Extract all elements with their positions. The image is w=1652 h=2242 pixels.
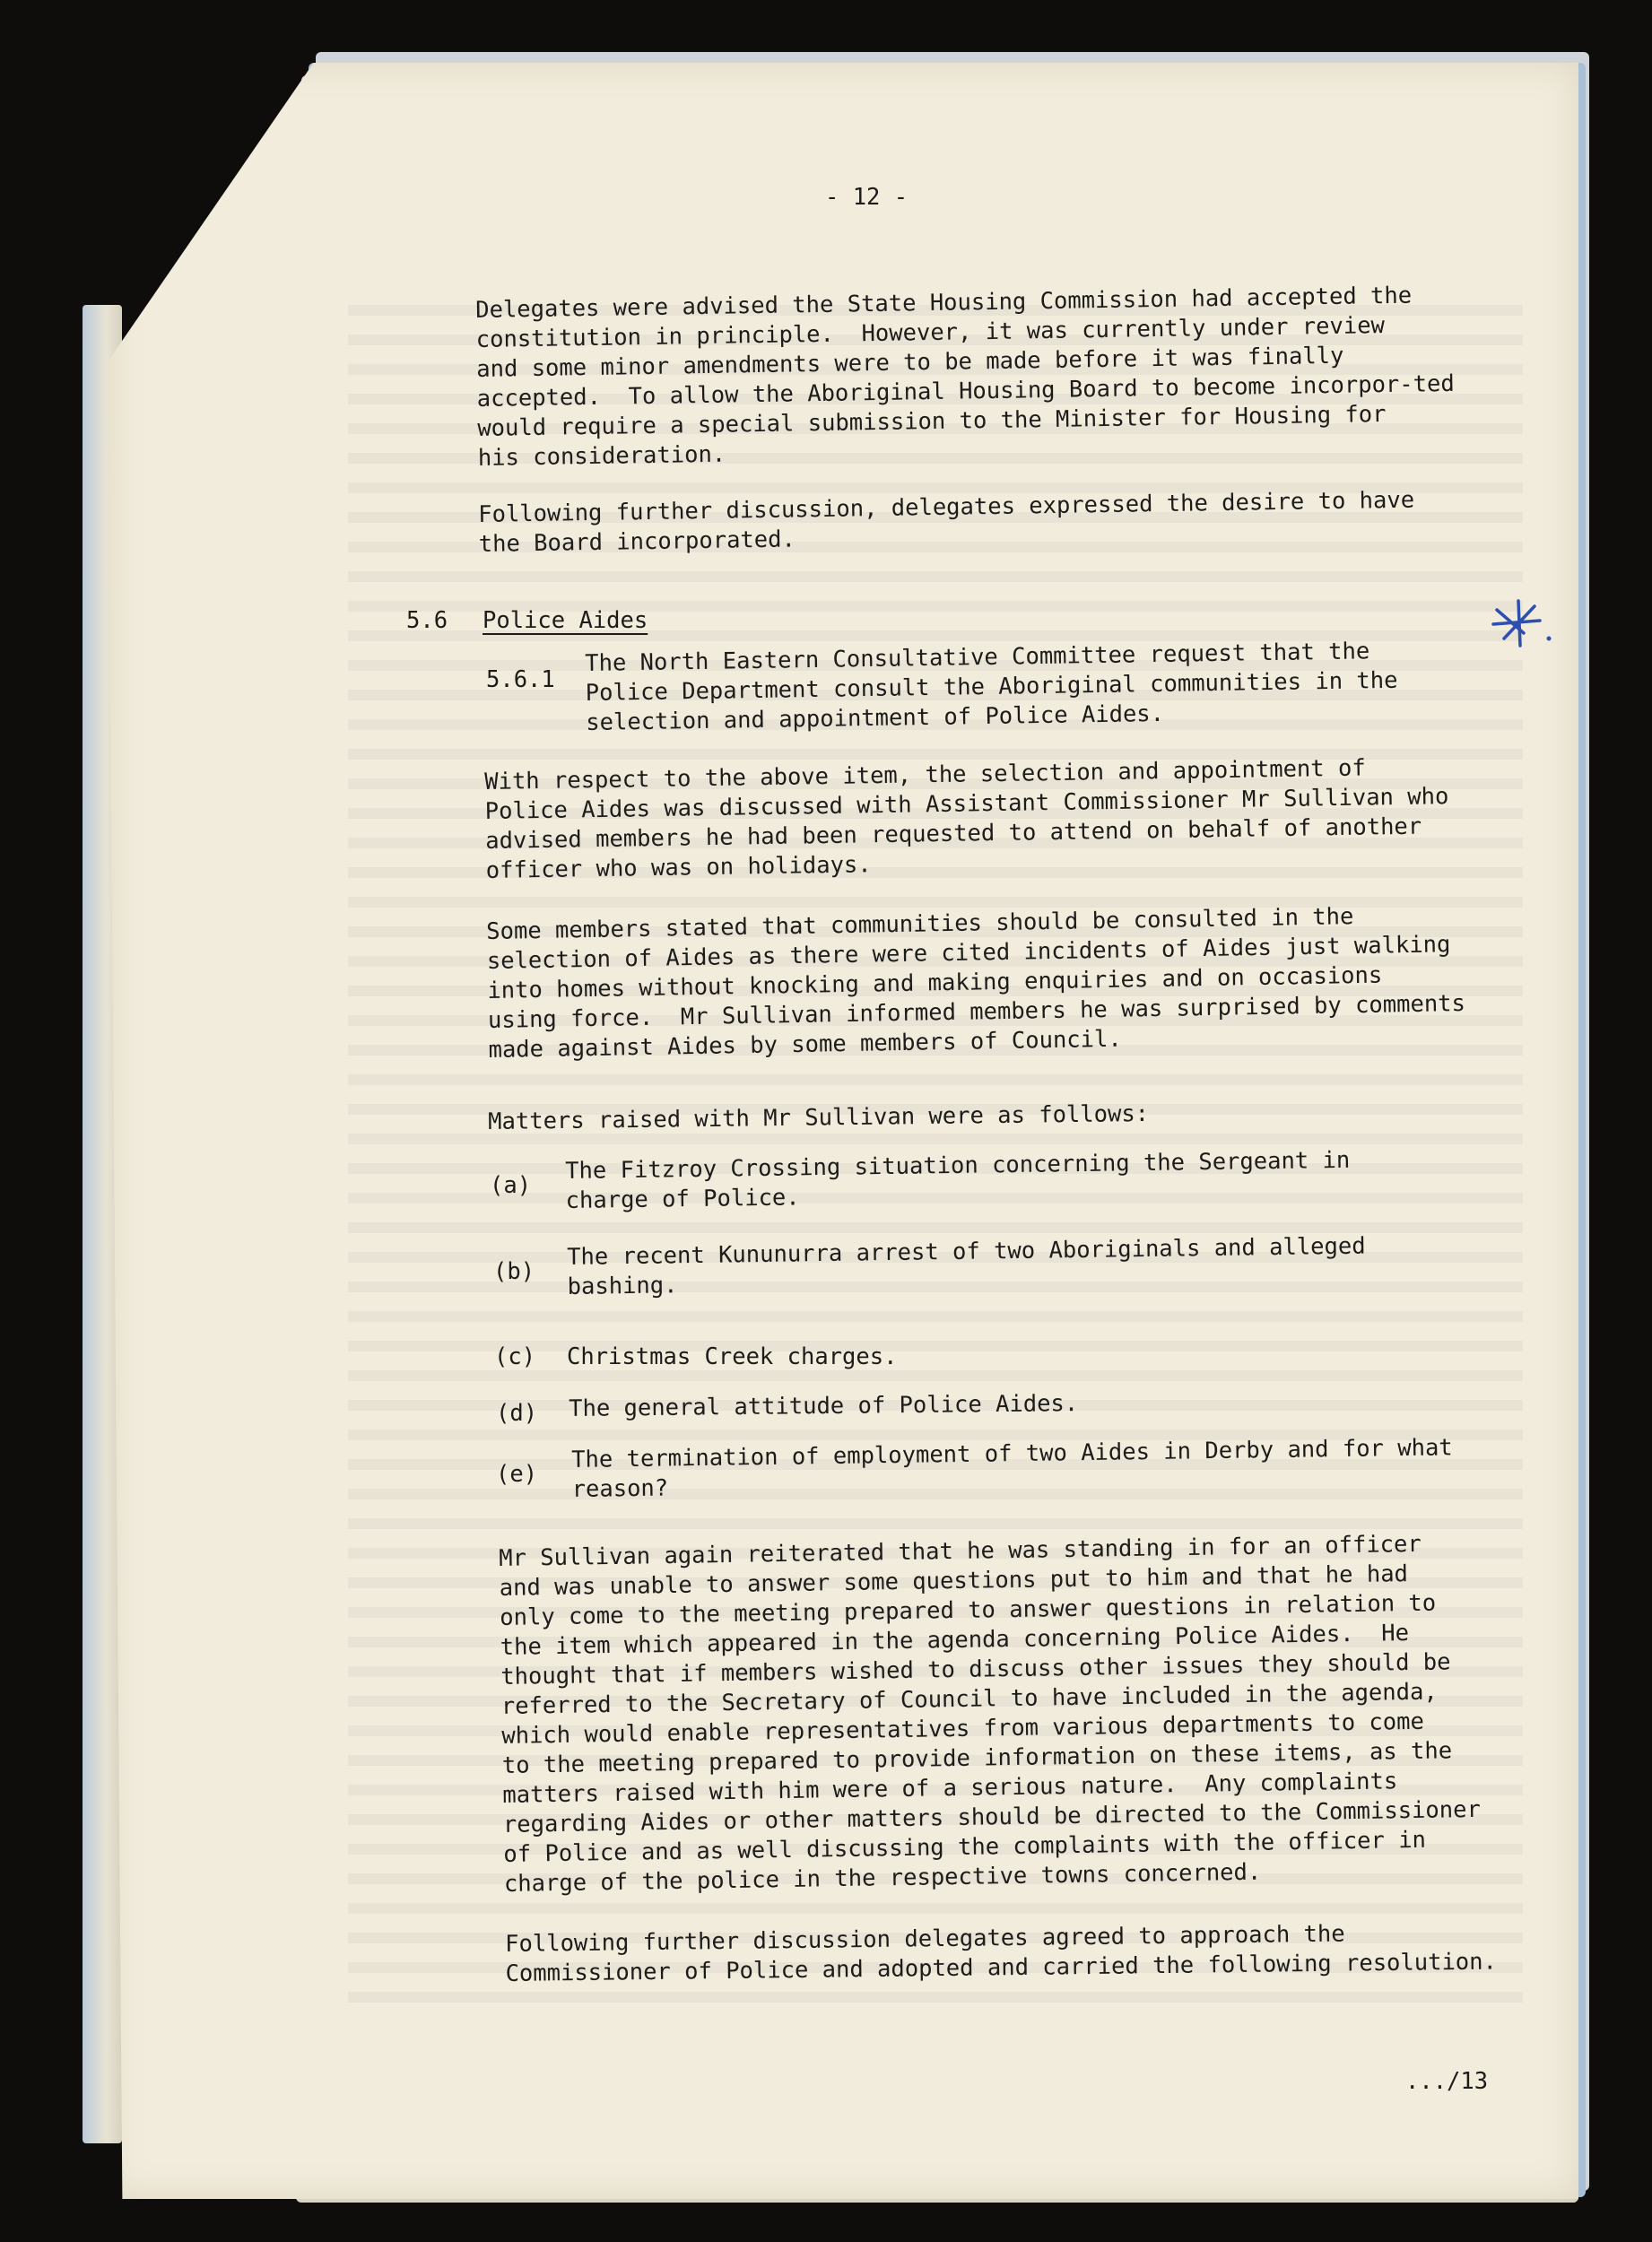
list-item-text: The general attitude of Police Aides. bbox=[569, 1390, 1079, 1422]
page-number: - 12 - bbox=[825, 184, 909, 211]
list-item-text: The recent Kununurra arrest of two Aboriginals and alleged bashing. bbox=[567, 1232, 1366, 1300]
subsection-text: The North Eastern Consultative Committee request that the Police Department consult the Aboriginal communities in the selection and appointment of Police Aides. bbox=[585, 638, 1398, 736]
list-item-text: Christmas Creek charges. bbox=[567, 1343, 898, 1370]
section-number: 5.6 bbox=[406, 607, 448, 634]
paragraph-members-stated: Some members stated that communities should be consulted in the selection of Aides as there were cited incidents of Aides just walking into homes without knocking and making enquiries and on occasions using force. Mr Sullivan informed members he was surprised by comments made against Aides by some members of Council. bbox=[486, 903, 1466, 1064]
list-item-label: (a) bbox=[490, 1172, 532, 1199]
paragraph-selection-discussed: With respect to the above item, the selection and appointment of Police Aides was discussed with Assistant Commissioner Mr Sullivan who advised members he had been requested to attend on behalf of another officer who was on holidays. bbox=[484, 754, 1449, 884]
list-item-label: (b) bbox=[493, 1258, 535, 1285]
subsection-number: 5.6.1 bbox=[486, 666, 555, 693]
paragraph-matters-raised: Matters raised with Mr Sullivan were as follows: bbox=[488, 1099, 1150, 1135]
continuation-marker: .../13 bbox=[1405, 2068, 1489, 2095]
list-item-label: (e) bbox=[496, 1461, 538, 1488]
paragraph-sullivan-reiterated: Mr Sullivan again reiterated that he was standing in for an officer and was unable to answer some questions put to him and that he had only come to the meeting prepared to answer questions in relation to the item which appeared in the agenda concerning Police Aides. He thought that if members wished to discuss other issues they should be referred to the Secretary of Council to have included in the agenda, which would enable representatives from various departments to come to the meeting prepared to provide information on these items, as the matters raised with him were of a serious nature. Any complaints regarding Aides or other matters should be directed to the Commissioner of Police and as well discussing the complaints with the officer in charge of the police in the respective towns concerned. bbox=[499, 1530, 1482, 1898]
paragraph-board-incorporated: Following further discussion, delegates expressed the desire to have the Board incorporated. bbox=[478, 486, 1415, 558]
list-item-label: (c) bbox=[494, 1343, 536, 1370]
list-item-text: The Fitzroy Crossing situation concerning the Sergeant in charge of Police. bbox=[565, 1146, 1351, 1214]
paragraph-resolution-intro: Following further discussion delegates agreed to approach the Commissioner of Police and adopted and carried the following resolution. bbox=[505, 1920, 1498, 1987]
list-item-text: The termination of employment of two Aides in Derby and for what reason? bbox=[571, 1434, 1453, 1503]
paragraph-housing-commission: Delegates were advised the State Housing Commission had accepted the constitution in principle. However, it was currently under review and some minor amendments were to be made before it was finally accepted. To allow the Aboriginal Housing Board to become incorpor-ted would require a special submission to the Minister for Housing for his consideration. bbox=[475, 282, 1455, 472]
asterisk-icon bbox=[1484, 594, 1556, 656]
section-title: Police Aides bbox=[483, 607, 648, 634]
list-item-label: (d) bbox=[496, 1400, 538, 1427]
